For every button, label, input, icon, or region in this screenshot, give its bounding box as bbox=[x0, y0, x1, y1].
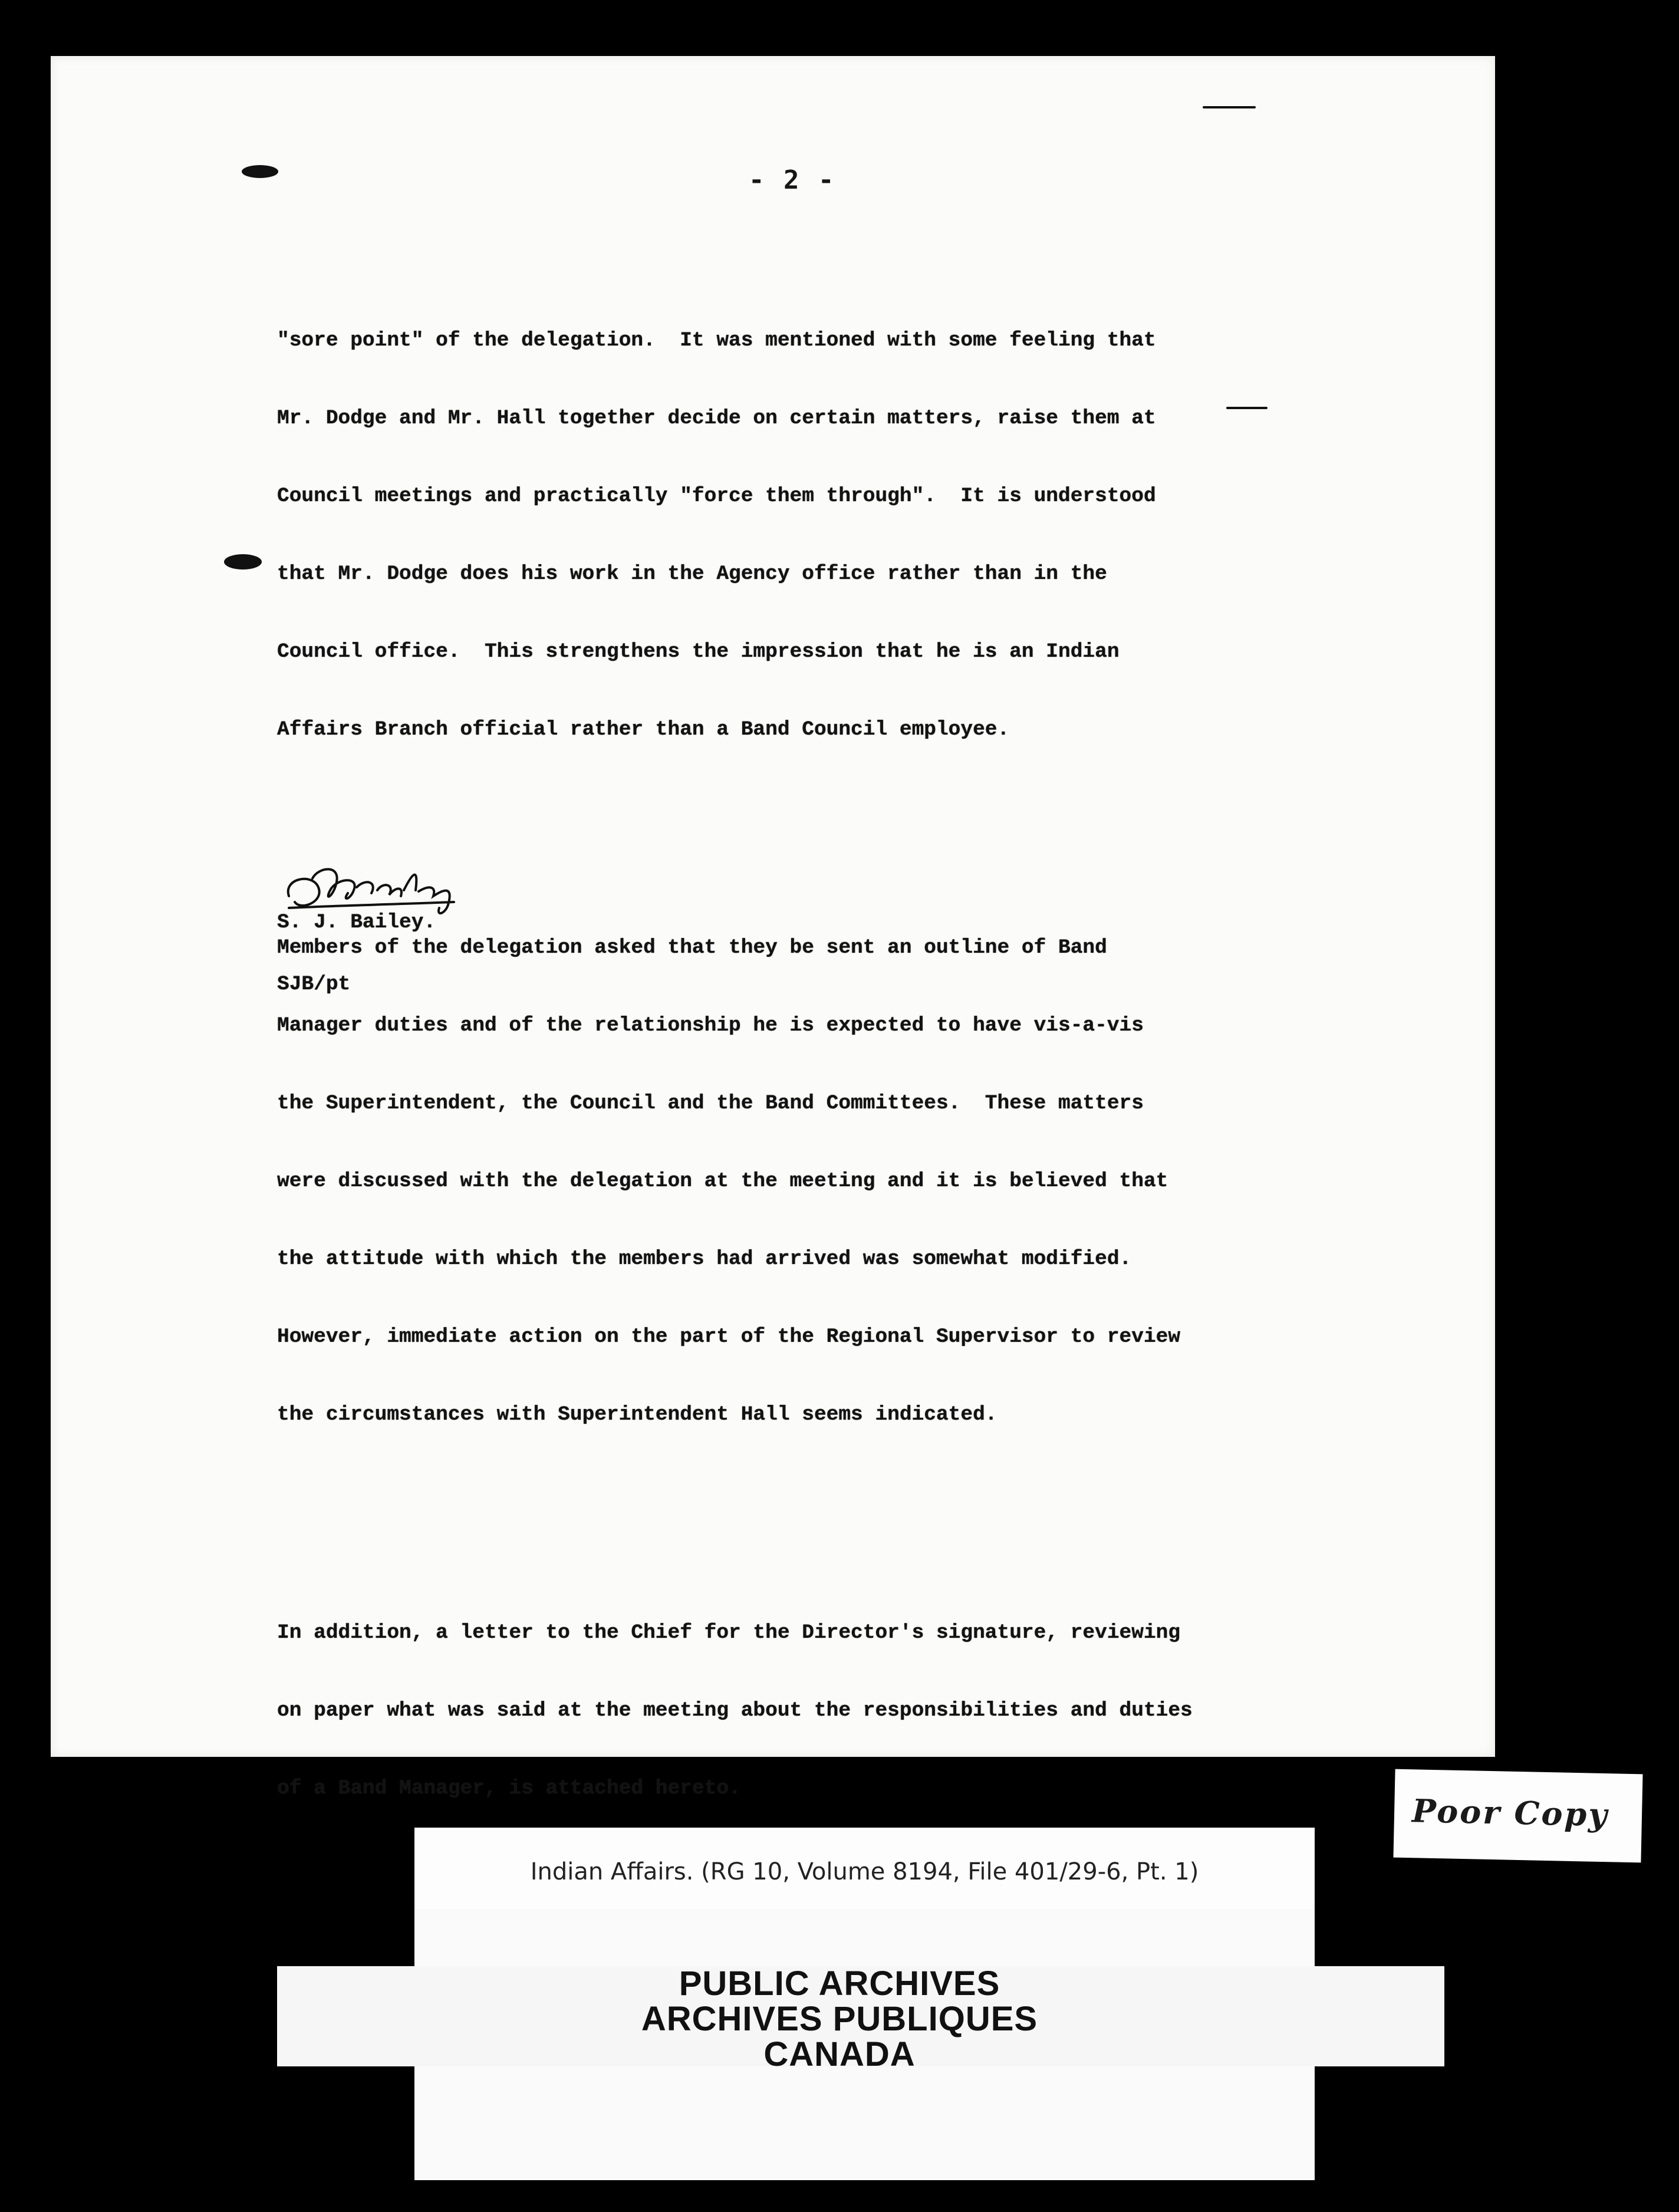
paragraph-1 bbox=[277, 276, 1427, 795]
text-line: that Mr. Dodge does his work in the Agency office rather than in the bbox=[277, 562, 1107, 585]
poor-copy-text: Poor Copy bbox=[1411, 1792, 1609, 1834]
archive-line-country: CANADA bbox=[763, 2035, 916, 2073]
paragraph-3 bbox=[277, 1568, 1427, 1854]
scan-artifact bbox=[242, 165, 278, 178]
signer-name: S. J. Bailey. bbox=[277, 911, 436, 934]
text-line: of a Band Manager, is attached hereto. bbox=[277, 1777, 741, 1800]
text-line: "sore point" of the delegation. It was mentioned with some feeling that bbox=[277, 329, 1156, 352]
text-line: Council meetings and practically "force them through". It is understood bbox=[277, 485, 1156, 508]
text-line: the Superintendent, the Council and the Band Committees. These matters bbox=[277, 1092, 1144, 1115]
text-line: Members of the delegation asked that they be sent an outline of Band bbox=[277, 936, 1107, 959]
text-line: Mr. Dodge and Mr. Hall together decide on certain matters, raise them at bbox=[277, 407, 1156, 430]
text-line: were discussed with the delegation at the meeting and it is believed that bbox=[277, 1170, 1168, 1193]
reference-strip bbox=[414, 1828, 1315, 1909]
archive-stamp bbox=[0, 1966, 1679, 2072]
text-line: the circumstances with Superintendent Hall seems indicated. bbox=[277, 1403, 997, 1426]
page-number: - 2 - bbox=[749, 165, 836, 195]
text-line: Manager duties and of the relationship he is expected to have vis-a-vis bbox=[277, 1014, 1144, 1037]
text-line: However, immediate action on the part of the Regional Supervisor to review bbox=[277, 1325, 1181, 1348]
archive-line-french: ARCHIVES PUBLIQUES bbox=[641, 2000, 1038, 2038]
typist-initials: SJB/pt bbox=[277, 973, 351, 996]
scan-artifact bbox=[1203, 106, 1256, 108]
archive-reference: Indian Affairs. (RG 10, Volume 8194, File 401/29-6, Pt. 1) bbox=[530, 1858, 1199, 1885]
letter-body bbox=[277, 224, 1427, 1916]
text-line: Affairs Branch official rather than a Band Council employee. bbox=[277, 718, 1010, 741]
paragraph-2 bbox=[277, 883, 1427, 1480]
text-line: Council office. This strengthens the impression that he is an Indian bbox=[277, 640, 1120, 663]
scan-artifact bbox=[224, 554, 262, 570]
text-line: In addition, a letter to the Chief for the Director's signature, reviewing bbox=[277, 1621, 1181, 1644]
poor-copy-note bbox=[1393, 1769, 1642, 1863]
archive-line-english: PUBLIC ARCHIVES bbox=[679, 1964, 1000, 2003]
text-line: the attitude with which the members had arrived was somewhat modified. bbox=[277, 1247, 1132, 1270]
text-line: on paper what was said at the meeting about the responsibilities and duties bbox=[277, 1699, 1193, 1722]
